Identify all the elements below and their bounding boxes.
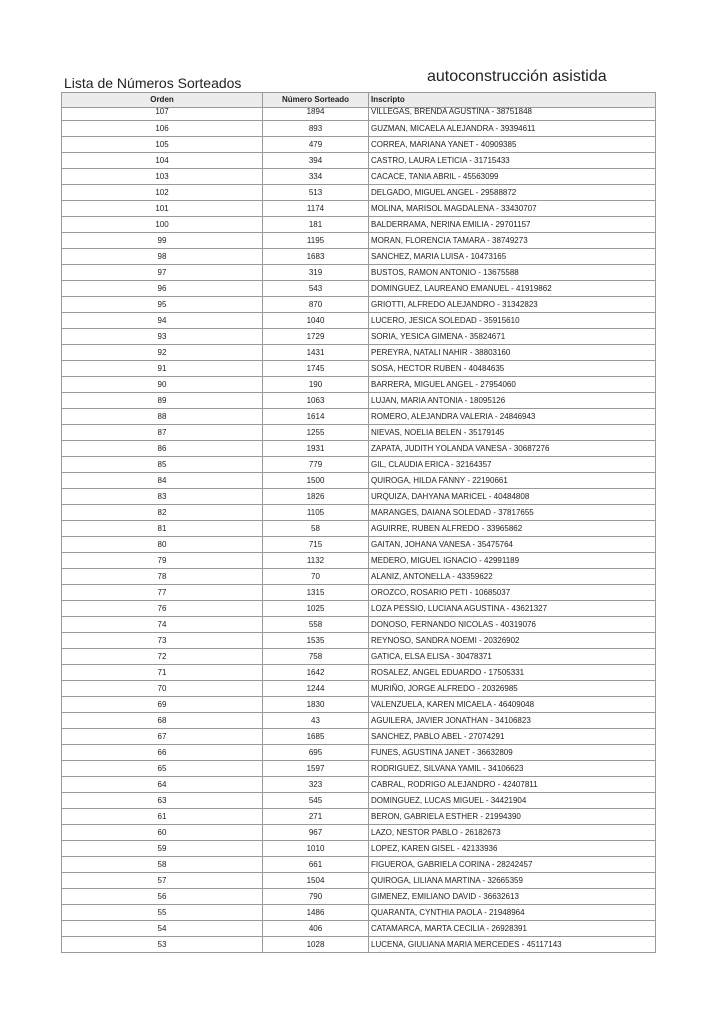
- inscripto-cell: GUZMAN, MICAELA ALEJANDRA - 39394611: [369, 121, 656, 137]
- numero-sorteado-cell: 870: [263, 297, 369, 313]
- inscripto-cell: ROMERO, ALEJANDRA VALERIA - 24846943: [369, 409, 656, 425]
- inscripto-cell: LUCERO, JESICA SOLEDAD - 35915610: [369, 313, 656, 329]
- inscripto-cell: QUARANTA, CYNTHIA PAOLA - 21948964: [369, 905, 656, 921]
- orden-cell: 98: [62, 249, 263, 265]
- table-row: [62, 681, 656, 697]
- numero-sorteado-cell: 479: [263, 137, 369, 153]
- table-row: [62, 745, 656, 761]
- inscripto-cell: SOSA, HECTOR RUBEN - 40484635: [369, 361, 656, 377]
- table-row: [62, 521, 656, 537]
- numero-sorteado-cell: 1010: [263, 841, 369, 857]
- orden-cell: 85: [62, 457, 263, 473]
- table-row: [62, 697, 656, 713]
- inscripto-cell: ALANIZ, ANTONELLA - 43359622: [369, 569, 656, 585]
- inscripto-cell: VALENZUELA, KAREN MICAELA - 46409048: [369, 697, 656, 713]
- numero-sorteado-cell: 1195: [263, 233, 369, 249]
- inscripto-cell: URQUIZA, DAHYANA MARICEL - 40484808: [369, 489, 656, 505]
- numero-sorteado-cell: 1597: [263, 761, 369, 777]
- inscripto-cell: LAZO, NESTOR PABLO - 26182673: [369, 825, 656, 841]
- table-row: [62, 729, 656, 745]
- orden-cell: 102: [62, 185, 263, 201]
- orden-cell: 54: [62, 921, 263, 937]
- table-row: [62, 345, 656, 361]
- orden-cell: 104: [62, 153, 263, 169]
- numero-sorteado-cell: 1500: [263, 473, 369, 489]
- table-row: [62, 841, 656, 857]
- orden-cell: 65: [62, 761, 263, 777]
- numero-sorteado-cell: 319: [263, 265, 369, 281]
- numero-sorteado-cell: 779: [263, 457, 369, 473]
- numero-sorteado-cell: 70: [263, 569, 369, 585]
- orden-cell: 92: [62, 345, 263, 361]
- inscripto-cell: CORREA, MARIANA YANET - 40909385: [369, 137, 656, 153]
- orden-cell: 97: [62, 265, 263, 281]
- orden-cell: 61: [62, 809, 263, 825]
- table-row: [62, 457, 656, 473]
- orden-cell: 81: [62, 521, 263, 537]
- table-row: [62, 489, 656, 505]
- inscripto-cell: CACACE, TANIA ABRIL - 45563099: [369, 169, 656, 185]
- table-row: [62, 777, 656, 793]
- numero-sorteado-cell: 543: [263, 281, 369, 297]
- orden-cell: 95: [62, 297, 263, 313]
- numero-sorteado-cell: 1315: [263, 585, 369, 601]
- table-row: [62, 889, 656, 905]
- table-row: [62, 873, 656, 889]
- inscripto-cell: OROZCO, ROSARIO PETI - 10685037: [369, 585, 656, 601]
- numero-sorteado-cell: 394: [263, 153, 369, 169]
- numero-sorteado-cell: 661: [263, 857, 369, 873]
- table-row: [62, 409, 656, 425]
- table-row: [62, 265, 656, 281]
- numero-sorteado-cell: 1174: [263, 201, 369, 217]
- table-row: [62, 601, 656, 617]
- inscripto-cell: GAITAN, JOHANA VANESA - 35475764: [369, 537, 656, 553]
- orden-cell: 96: [62, 281, 263, 297]
- table-row: [62, 905, 656, 921]
- numero-sorteado-cell: 1729: [263, 329, 369, 345]
- table-row: [62, 809, 656, 825]
- inscripto-cell: DOMINGUEZ, LUCAS MIGUEL - 34421904: [369, 793, 656, 809]
- table-row: [62, 281, 656, 297]
- table-row: [62, 921, 656, 937]
- orden-cell: 79: [62, 553, 263, 569]
- numero-sorteado-cell: 1025: [263, 601, 369, 617]
- numero-sorteado-cell: 695: [263, 745, 369, 761]
- orden-cell: 60: [62, 825, 263, 841]
- numero-sorteado-cell: 1642: [263, 665, 369, 681]
- numero-sorteado-cell: 893: [263, 121, 369, 137]
- table-row: [62, 153, 656, 169]
- numero-sorteado-cell: 1745: [263, 361, 369, 377]
- orden-cell: 72: [62, 649, 263, 665]
- orden-cell: 55: [62, 905, 263, 921]
- orden-cell: 99: [62, 233, 263, 249]
- inscripto-cell: VILLEGAS, BRENDA AGUSTINA - 38751848: [369, 108, 656, 121]
- table-header-row: [62, 93, 656, 108]
- numero-sorteado-cell: 1105: [263, 505, 369, 521]
- orden-cell: 91: [62, 361, 263, 377]
- table-row: [62, 137, 656, 153]
- table-row: [62, 553, 656, 569]
- numero-sorteado-cell: 271: [263, 809, 369, 825]
- inscripto-cell: SORIA, YESICA GIMENA - 35824671: [369, 329, 656, 345]
- orden-cell: 59: [62, 841, 263, 857]
- orden-cell: 71: [62, 665, 263, 681]
- orden-cell: 87: [62, 425, 263, 441]
- inscripto-cell: AGUIRRE, RUBEN ALFREDO - 33965862: [369, 521, 656, 537]
- orden-cell: 57: [62, 873, 263, 889]
- table-row: [62, 249, 656, 265]
- orden-cell: 77: [62, 585, 263, 601]
- results-table: [61, 92, 656, 953]
- table-row: [62, 121, 656, 137]
- inscripto-cell: CATAMARCA, MARTA CECILIA - 26928391: [369, 921, 656, 937]
- inscripto-cell: GATICA, ELSA ELISA - 30478371: [369, 649, 656, 665]
- inscripto-cell: GIL, CLAUDIA ERICA - 32164357: [369, 457, 656, 473]
- inscripto-cell: GIMENEZ, EMILIANO DAVID - 36632613: [369, 889, 656, 905]
- orden-cell: 58: [62, 857, 263, 873]
- numero-sorteado-cell: 1486: [263, 905, 369, 921]
- orden-cell: 74: [62, 617, 263, 633]
- inscripto-cell: BUSTOS, RAMON ANTONIO - 13675588: [369, 265, 656, 281]
- table-row: [62, 473, 656, 489]
- inscripto-cell: DELGADO, MIGUEL ANGEL - 29588872: [369, 185, 656, 201]
- inscripto-cell: LOPEZ, KAREN GISEL - 42133936: [369, 841, 656, 857]
- table-row: [62, 537, 656, 553]
- inscripto-cell: BARRERA, MIGUEL ANGEL - 27954060: [369, 377, 656, 393]
- numero-sorteado-cell: 1431: [263, 345, 369, 361]
- numero-sorteado-cell: 1614: [263, 409, 369, 425]
- table-row: [62, 937, 656, 953]
- inscripto-cell: MEDERO, MIGUEL IGNACIO - 42991189: [369, 553, 656, 569]
- table-row: [62, 233, 656, 249]
- numero-sorteado-cell: 1504: [263, 873, 369, 889]
- orden-cell: 100: [62, 217, 263, 233]
- numero-sorteado-cell: 1894: [263, 108, 369, 121]
- orden-cell: 70: [62, 681, 263, 697]
- table-row: [62, 761, 656, 777]
- inscripto-cell: GRIOTTI, ALFREDO ALEJANDRO - 31342823: [369, 297, 656, 313]
- orden-cell: 103: [62, 169, 263, 185]
- numero-sorteado-cell: 181: [263, 217, 369, 233]
- orden-cell: 84: [62, 473, 263, 489]
- numero-sorteado-cell: 1132: [263, 553, 369, 569]
- table-row: [62, 569, 656, 585]
- orden-cell: 53: [62, 937, 263, 953]
- orden-cell: 88: [62, 409, 263, 425]
- numero-sorteado-cell: 1931: [263, 441, 369, 457]
- numero-sorteado-cell: 334: [263, 169, 369, 185]
- inscripto-cell: AGUILERA, JAVIER JONATHAN - 34106823: [369, 713, 656, 729]
- inscripto-cell: REYNOSO, SANDRA NOEMI - 20326902: [369, 633, 656, 649]
- inscripto-cell: CASTRO, LAURA LETICIA - 31715433: [369, 153, 656, 169]
- numero-sorteado-cell: 558: [263, 617, 369, 633]
- inscripto-cell: RODRIGUEZ, SILVANA YAMIL - 34106623: [369, 761, 656, 777]
- numero-sorteado-cell: 1830: [263, 697, 369, 713]
- numero-sorteado-cell: 1255: [263, 425, 369, 441]
- inscripto-cell: ZAPATA, JUDITH YOLANDA VANESA - 30687276: [369, 441, 656, 457]
- document-subtitle: autoconstrucción asistida: [427, 68, 607, 85]
- numero-sorteado-cell: 43: [263, 713, 369, 729]
- inscripto-cell: PEREYRA, NATALI NAHIR - 38803160: [369, 345, 656, 361]
- table-row: [62, 633, 656, 649]
- orden-cell: 56: [62, 889, 263, 905]
- inscripto-cell: ROSALEZ, ANGEL EDUARDO - 17505331: [369, 665, 656, 681]
- table-row: [62, 665, 656, 681]
- table-row: [62, 361, 656, 377]
- table-row: [62, 585, 656, 601]
- inscripto-cell: LOZA PESSIO, LUCIANA AGUSTINA - 43621327: [369, 601, 656, 617]
- orden-cell: 82: [62, 505, 263, 521]
- numero-sorteado-cell: 758: [263, 649, 369, 665]
- table-row: [62, 793, 656, 809]
- numero-sorteado-cell: 323: [263, 777, 369, 793]
- inscripto-cell: LUJAN, MARIA ANTONIA - 18095126: [369, 393, 656, 409]
- document-title: Lista de Números Sorteados: [64, 75, 242, 91]
- numero-sorteado-cell: 513: [263, 185, 369, 201]
- table-row: [62, 649, 656, 665]
- numero-sorteado-cell: 1535: [263, 633, 369, 649]
- orden-cell: 68: [62, 713, 263, 729]
- inscripto-cell: SANCHEZ, PABLO ABEL - 27074291: [369, 729, 656, 745]
- orden-cell: 64: [62, 777, 263, 793]
- inscripto-cell: MURIÑO, JORGE ALFREDO - 20326985: [369, 681, 656, 697]
- orden-cell: 66: [62, 745, 263, 761]
- table-row: [62, 425, 656, 441]
- numero-sorteado-cell: 1040: [263, 313, 369, 329]
- table-row: [62, 857, 656, 873]
- table-row: [62, 313, 656, 329]
- column-header-inscripto: Inscripto: [369, 93, 656, 108]
- numero-sorteado-cell: 790: [263, 889, 369, 905]
- orden-cell: 78: [62, 569, 263, 585]
- orden-cell: 73: [62, 633, 263, 649]
- numero-sorteado-cell: 545: [263, 793, 369, 809]
- numero-sorteado-cell: 1826: [263, 489, 369, 505]
- table-row: [62, 617, 656, 633]
- numero-sorteado-cell: 1028: [263, 937, 369, 953]
- inscripto-cell: QUIROGA, HILDA FANNY - 22190661: [369, 473, 656, 489]
- inscripto-cell: MARANGES, DAIANA SOLEDAD - 37817655: [369, 505, 656, 521]
- table-row: [62, 441, 656, 457]
- numero-sorteado-cell: 1685: [263, 729, 369, 745]
- orden-cell: 89: [62, 393, 263, 409]
- inscripto-cell: BALDERRAMA, NERINA EMILIA - 29701157: [369, 217, 656, 233]
- column-header-orden: Orden: [62, 93, 263, 108]
- inscripto-cell: FIGUEROA, GABRIELA CORINA - 28242457: [369, 857, 656, 873]
- orden-cell: 101: [62, 201, 263, 217]
- numero-sorteado-cell: 406: [263, 921, 369, 937]
- table-row: [62, 505, 656, 521]
- numero-sorteado-cell: 967: [263, 825, 369, 841]
- orden-cell: 80: [62, 537, 263, 553]
- numero-sorteado-cell: 190: [263, 377, 369, 393]
- orden-cell: 63: [62, 793, 263, 809]
- column-header-numero-sorteado: Número Sorteado: [263, 93, 369, 108]
- orden-cell: 67: [62, 729, 263, 745]
- table-row: [62, 201, 656, 217]
- numero-sorteado-cell: 58: [263, 521, 369, 537]
- table-row: [62, 825, 656, 841]
- inscripto-cell: QUIROGA, LILIANA MARTINA - 32665359: [369, 873, 656, 889]
- inscripto-cell: MORAN, FLORENCIA TAMARA - 38749273: [369, 233, 656, 249]
- inscripto-cell: DONOSO, FERNANDO NICOLAS - 40319076: [369, 617, 656, 633]
- table-row: [62, 185, 656, 201]
- orden-cell: 105: [62, 137, 263, 153]
- numero-sorteado-cell: 1063: [263, 393, 369, 409]
- inscripto-cell: NIEVAS, NOELIA BELEN - 35179145: [369, 425, 656, 441]
- inscripto-cell: MOLINA, MARISOL MAGDALENA - 33430707: [369, 201, 656, 217]
- numero-sorteado-cell: 715: [263, 537, 369, 553]
- inscripto-cell: FUNES, AGUSTINA JANET - 36632809: [369, 745, 656, 761]
- orden-cell: 69: [62, 697, 263, 713]
- table-row: [62, 108, 656, 121]
- inscripto-cell: BERON, GABRIELA ESTHER - 21994390: [369, 809, 656, 825]
- orden-cell: 83: [62, 489, 263, 505]
- orden-cell: 94: [62, 313, 263, 329]
- table-row: [62, 329, 656, 345]
- orden-cell: 90: [62, 377, 263, 393]
- table-row: [62, 393, 656, 409]
- orden-cell: 93: [62, 329, 263, 345]
- table-body: [62, 108, 656, 953]
- table-row: [62, 377, 656, 393]
- table-row: [62, 297, 656, 313]
- orden-cell: 76: [62, 601, 263, 617]
- numero-sorteado-cell: 1244: [263, 681, 369, 697]
- inscripto-cell: CABRAL, RODRIGO ALEJANDRO - 42407811: [369, 777, 656, 793]
- numero-sorteado-cell: 1683: [263, 249, 369, 265]
- inscripto-cell: LUCENA, GIULIANA MARIA MERCEDES - 45117143: [369, 937, 656, 953]
- inscripto-cell: SANCHEZ, MARIA LUISA - 10473165: [369, 249, 656, 265]
- orden-cell: 106: [62, 121, 263, 137]
- orden-cell: 86: [62, 441, 263, 457]
- table-row: [62, 713, 656, 729]
- orden-cell: 107: [62, 108, 263, 121]
- table-row: [62, 169, 656, 185]
- inscripto-cell: DOMINGUEZ, LAUREANO EMANUEL - 41919862: [369, 281, 656, 297]
- table-row: [62, 217, 656, 233]
